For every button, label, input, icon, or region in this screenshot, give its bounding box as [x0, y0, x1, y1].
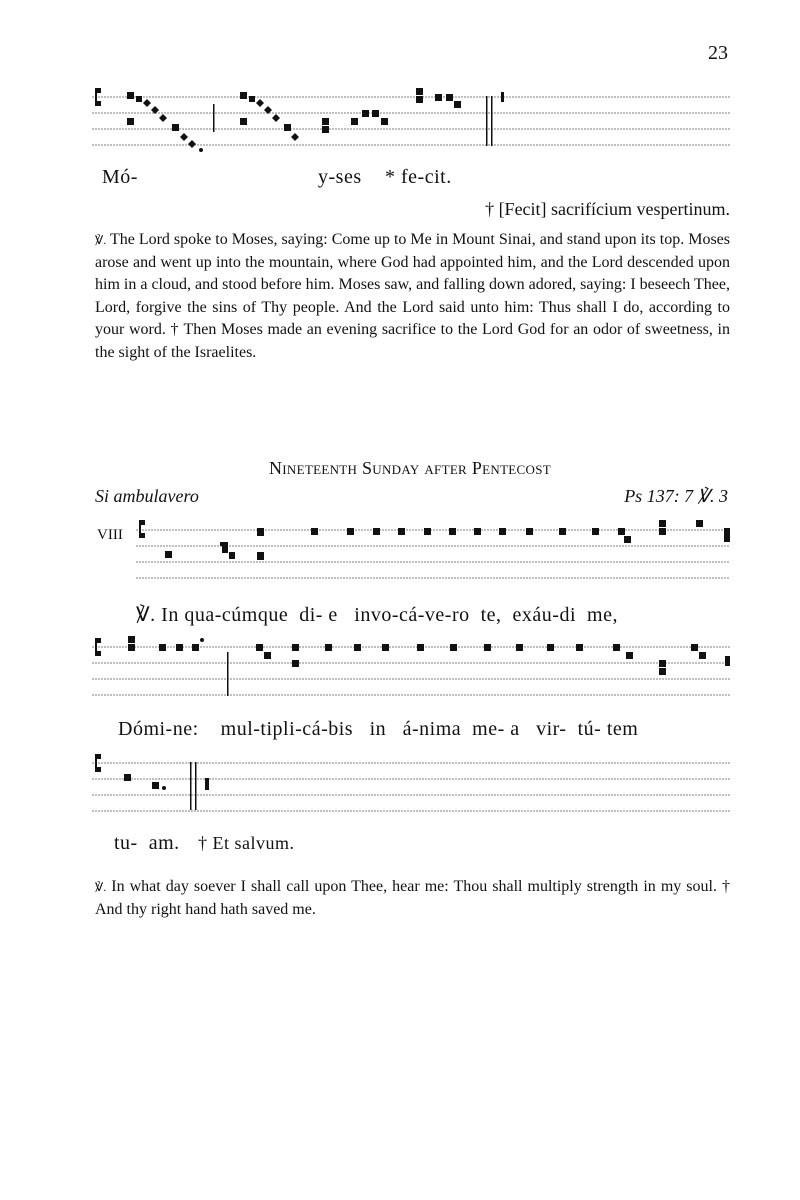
verse-line-2: Dómi-ne: mul-tipli-cá-bis in á-nima me- a vir- tú- tem	[118, 718, 639, 740]
psalm-reference: Ps 137: 7 ℣. 3	[624, 486, 728, 506]
translation-paragraph-2	[95, 876, 730, 921]
staff-4-svg	[92, 750, 730, 814]
chant-staff-1	[92, 84, 730, 154]
mode-number: VIII	[97, 527, 123, 543]
versicle-mark: ℣.	[95, 880, 107, 894]
verse-line-1: ℣. In qua-cúmque di- e invo-cá-ve-ro te, exáu-di me,	[136, 604, 618, 626]
chant-staff-4	[92, 750, 730, 814]
translation-text: In what day soever I shall call upon Thee, hear me: Thou shall multiply strength in my soul. † And thy right hand hath saved me.	[95, 878, 730, 918]
staff-3-svg	[92, 634, 730, 700]
section-heading: Nineteenth Sunday after Pentecost	[269, 458, 551, 478]
chant-staff-3	[92, 634, 730, 700]
staff-2-svg	[136, 516, 730, 584]
lyric-syllable: y-ses	[318, 166, 362, 188]
incipit: Si ambulavero	[95, 486, 199, 506]
versicle-mark: ℣.	[95, 233, 107, 247]
staff-1-svg	[92, 84, 730, 154]
verse-line-3-lyric: tu- am.	[114, 832, 180, 854]
translation-paragraph-1	[95, 229, 730, 364]
chant-staff-2	[136, 516, 730, 584]
translation-text: The Lord spoke to Moses, saying: Come up to Me in Mount Sinai, and stand upon its top. Moses arose and went up into the mountain, where God had appointed him, and the Lord descended upon him in a cloud, and stood before him. Moses saw, and falling down adored, saying: I beseech Thee, Lord, forgive the sins of Thy people. And the Lord said unto him: Thus shall I do, according to your word. † Then Moses made an evening sacrifice to the Lord God for an odor of sweetness, in the sight of the Israelites.	[95, 231, 730, 361]
page-number: 23	[708, 42, 728, 64]
lyric-syllable: * fe-cit.	[385, 166, 452, 188]
rubric-fecit: † [Fecit] sacrifícium vespertinum.	[485, 199, 730, 219]
verse-line-3-rubric: † Et salvum.	[198, 833, 295, 853]
lyric-syllable: Mó-	[102, 166, 138, 188]
